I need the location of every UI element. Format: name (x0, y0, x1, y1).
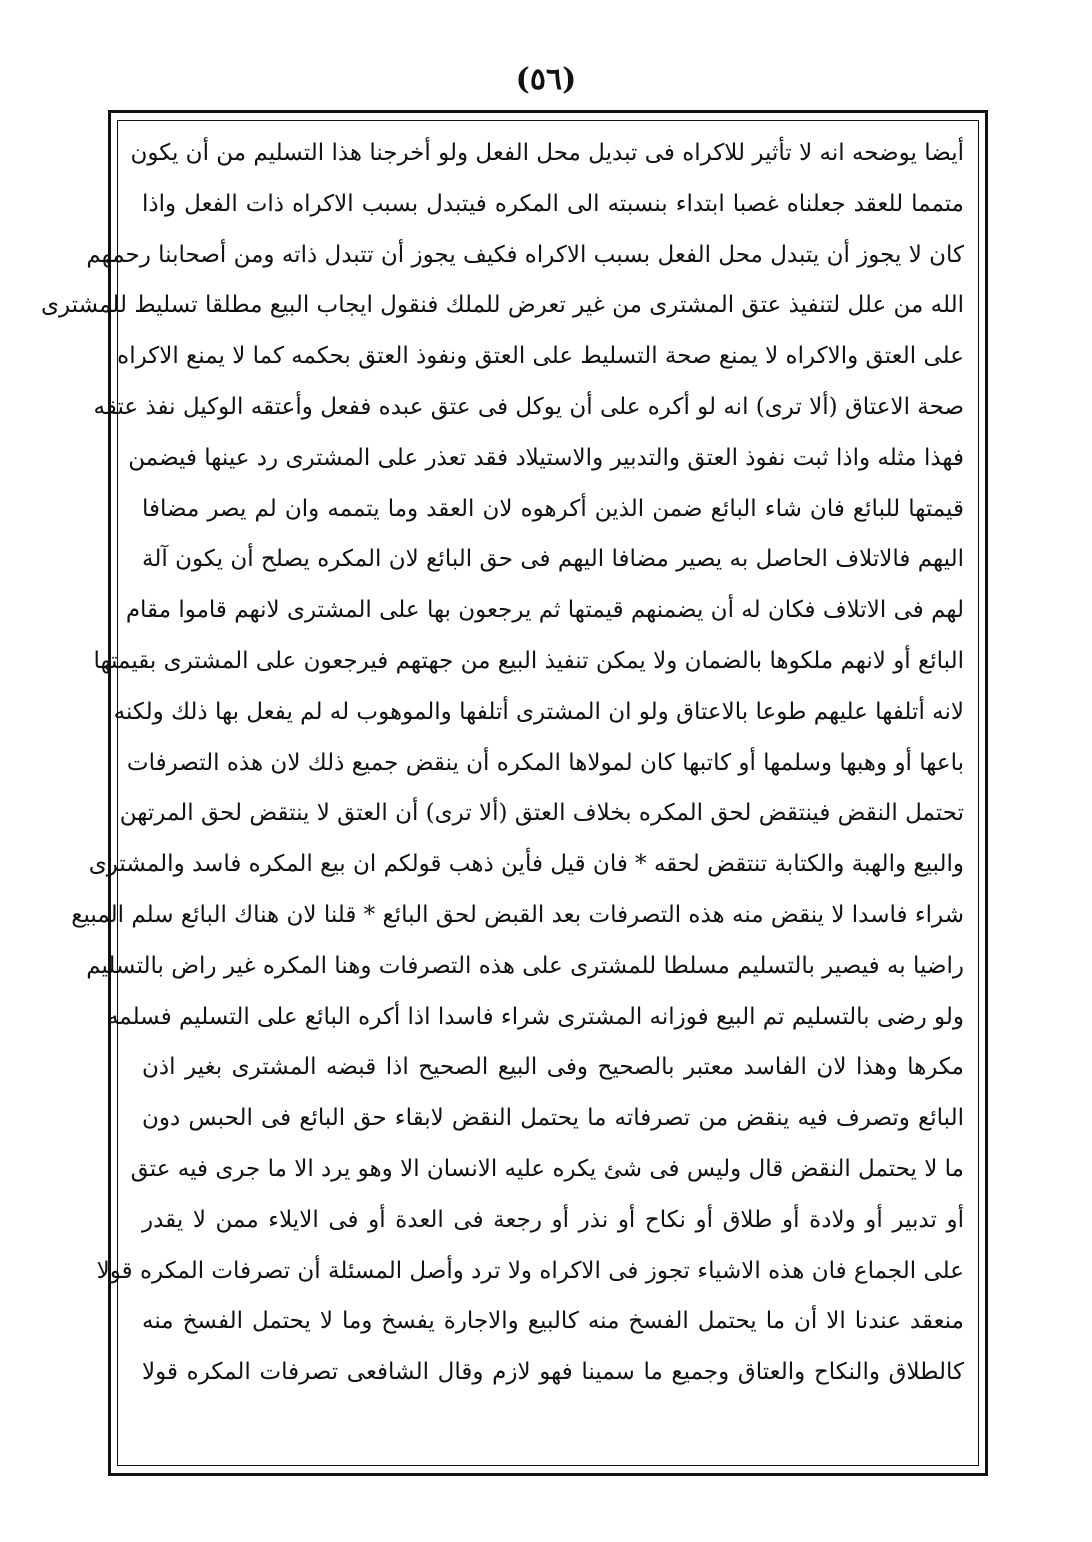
text-line: ولو رضى بالتسليم تم البيع فوزانه المشترى شراء فاسدا اذا أكره البائع على التسليم فسلمه (106, 1003, 964, 1030)
text-line: على العتق والاكراه لا يمنع صحة التسليط على العتق ونفوذ العتق بحكمه كما لا يمنع الاكراه (117, 343, 964, 370)
text-line: كالطلاق والنكاح والعتاق وجميع ما سمينا فهو لازم وقال الشافعى تصرفات المكره قولا (142, 1359, 964, 1386)
text-line: لهم فى الاتلاف فكان له أن يضمنهم قيمتها ثم يرجعون بها على المشترى لانهم قاموا مقام (125, 597, 964, 624)
text-line: فهذا مثله واذا ثبت نفوذ العتق والتدبير والاستيلاد فقد تعذر على المشترى رد عينها فيضمن (128, 444, 964, 471)
text-line: والبيع والهبة والكتابة تنتقض لحقه * فان قيل فأين ذهب قولكم ان بيع المكره فاسد والمشترى (88, 851, 964, 878)
text-line: قيمتها للبائع فان شاء البائع ضمن الذين أكرهوه لان العقد وما يتممه وان لم يصر مضافا (142, 495, 964, 522)
text-line: تحتمل النقض فينتقض لحق المكره بخلاف العتق (ألا ترى) أن العتق لا ينتقض لحق المرتهن (119, 800, 964, 827)
text-line: الله من علل لتنفيذ عتق المشترى من غير تعرض للملك فنقول ايجاب البيع مطلقا تسليط للمشترى (40, 292, 964, 319)
text-line: مكرها وهذا لان الفاسد معتبر بالصحيح وفى البيع الصحيح اذا قبضه المشترى بغير اذن (142, 1054, 964, 1081)
text-line: منعقد عندنا الا أن ما يحتمل الفسخ منه كالبيع والاجارة يفسخ وما لا يحتمل الفسخ منه (142, 1308, 964, 1335)
text-line: شراء فاسدا لا ينقض منه هذه التصرفات بعد القبض لحق البائع * قلنا لان هناك البائع سلم المبيع (71, 901, 964, 928)
text-line: متمما للعقد جعلناه غصبا ابتداء بنسبته الى المكره فيتبدل بسبب الاكراه ذات الفعل واذا (142, 190, 964, 217)
text-line: البائع أو لانهم ملكوها بالضمان ولا يمكن تنفيذ البيع من جهتهم فيرجعون على المشترى بقيمتها (93, 647, 964, 674)
text-line: أيضا يوضحه انه لا تأثير للاكراه فى تبديل محل الفعل ولو أخرجنا هذا التسليم من أن يكون (130, 140, 964, 166)
text-line: باعها أو وهبها وسلمها أو كاتبها كان لمولاها المكره أن ينقض جميع ذلك لان هذه التصرفات (126, 749, 964, 776)
text-line: كان لا يجوز أن يتبدل محل الفعل بسبب الاكراه فكيف يجوز أن تتبدل ذاته ومن أصحابنا رحمهم (86, 241, 964, 268)
body-text (40, 128, 964, 1398)
text-line: اليهم فالاتلاف الحاصل به يصير مضافا اليهم فى حق البائع لان المكره يصلح أن يكون آلة (142, 546, 964, 573)
text-line: أو تدبير أو ولادة أو طلاق أو نكاح أو نذر أو رجعة فى العدة أو فى الايلاء ممن لا يقدر (142, 1206, 964, 1233)
page-number: (٥٦) (515, 62, 577, 97)
text-line: على الجماع فان هذه الاشياء تجوز فى الاكراه ولا ترد وأصل المسئلة أن تصرفات المكره قولا (96, 1257, 964, 1284)
text-line: راضيا به فيصير بالتسليم مسلطا للمشترى على هذه التصرفات وهنا المكره غير راض بالتسليم (86, 952, 964, 979)
text-line: صحة الاعتاق (ألا ترى) انه لو أكره على أن يوكل فى عتق عبده ففعل وأعتقه الوكيل نفذ عتقه (93, 393, 964, 420)
text-line: ما لا يحتمل النقض قال وليس فى شئ يكره عليه الانسان الا وهو يرد الا ما جرى فيه عتق (130, 1155, 964, 1182)
text-line: البائع وتصرف فيه ينقض من تصرفاته ما يحتمل النقض لابقاء حق البائع فى الحبس دون (142, 1105, 964, 1132)
text-line: لانه أتلفها عليهم طوعا بالاعتاق ولو ان المشترى أتلفها والموهوب له لم يفعل بها ذلك ولكنه (113, 698, 964, 725)
